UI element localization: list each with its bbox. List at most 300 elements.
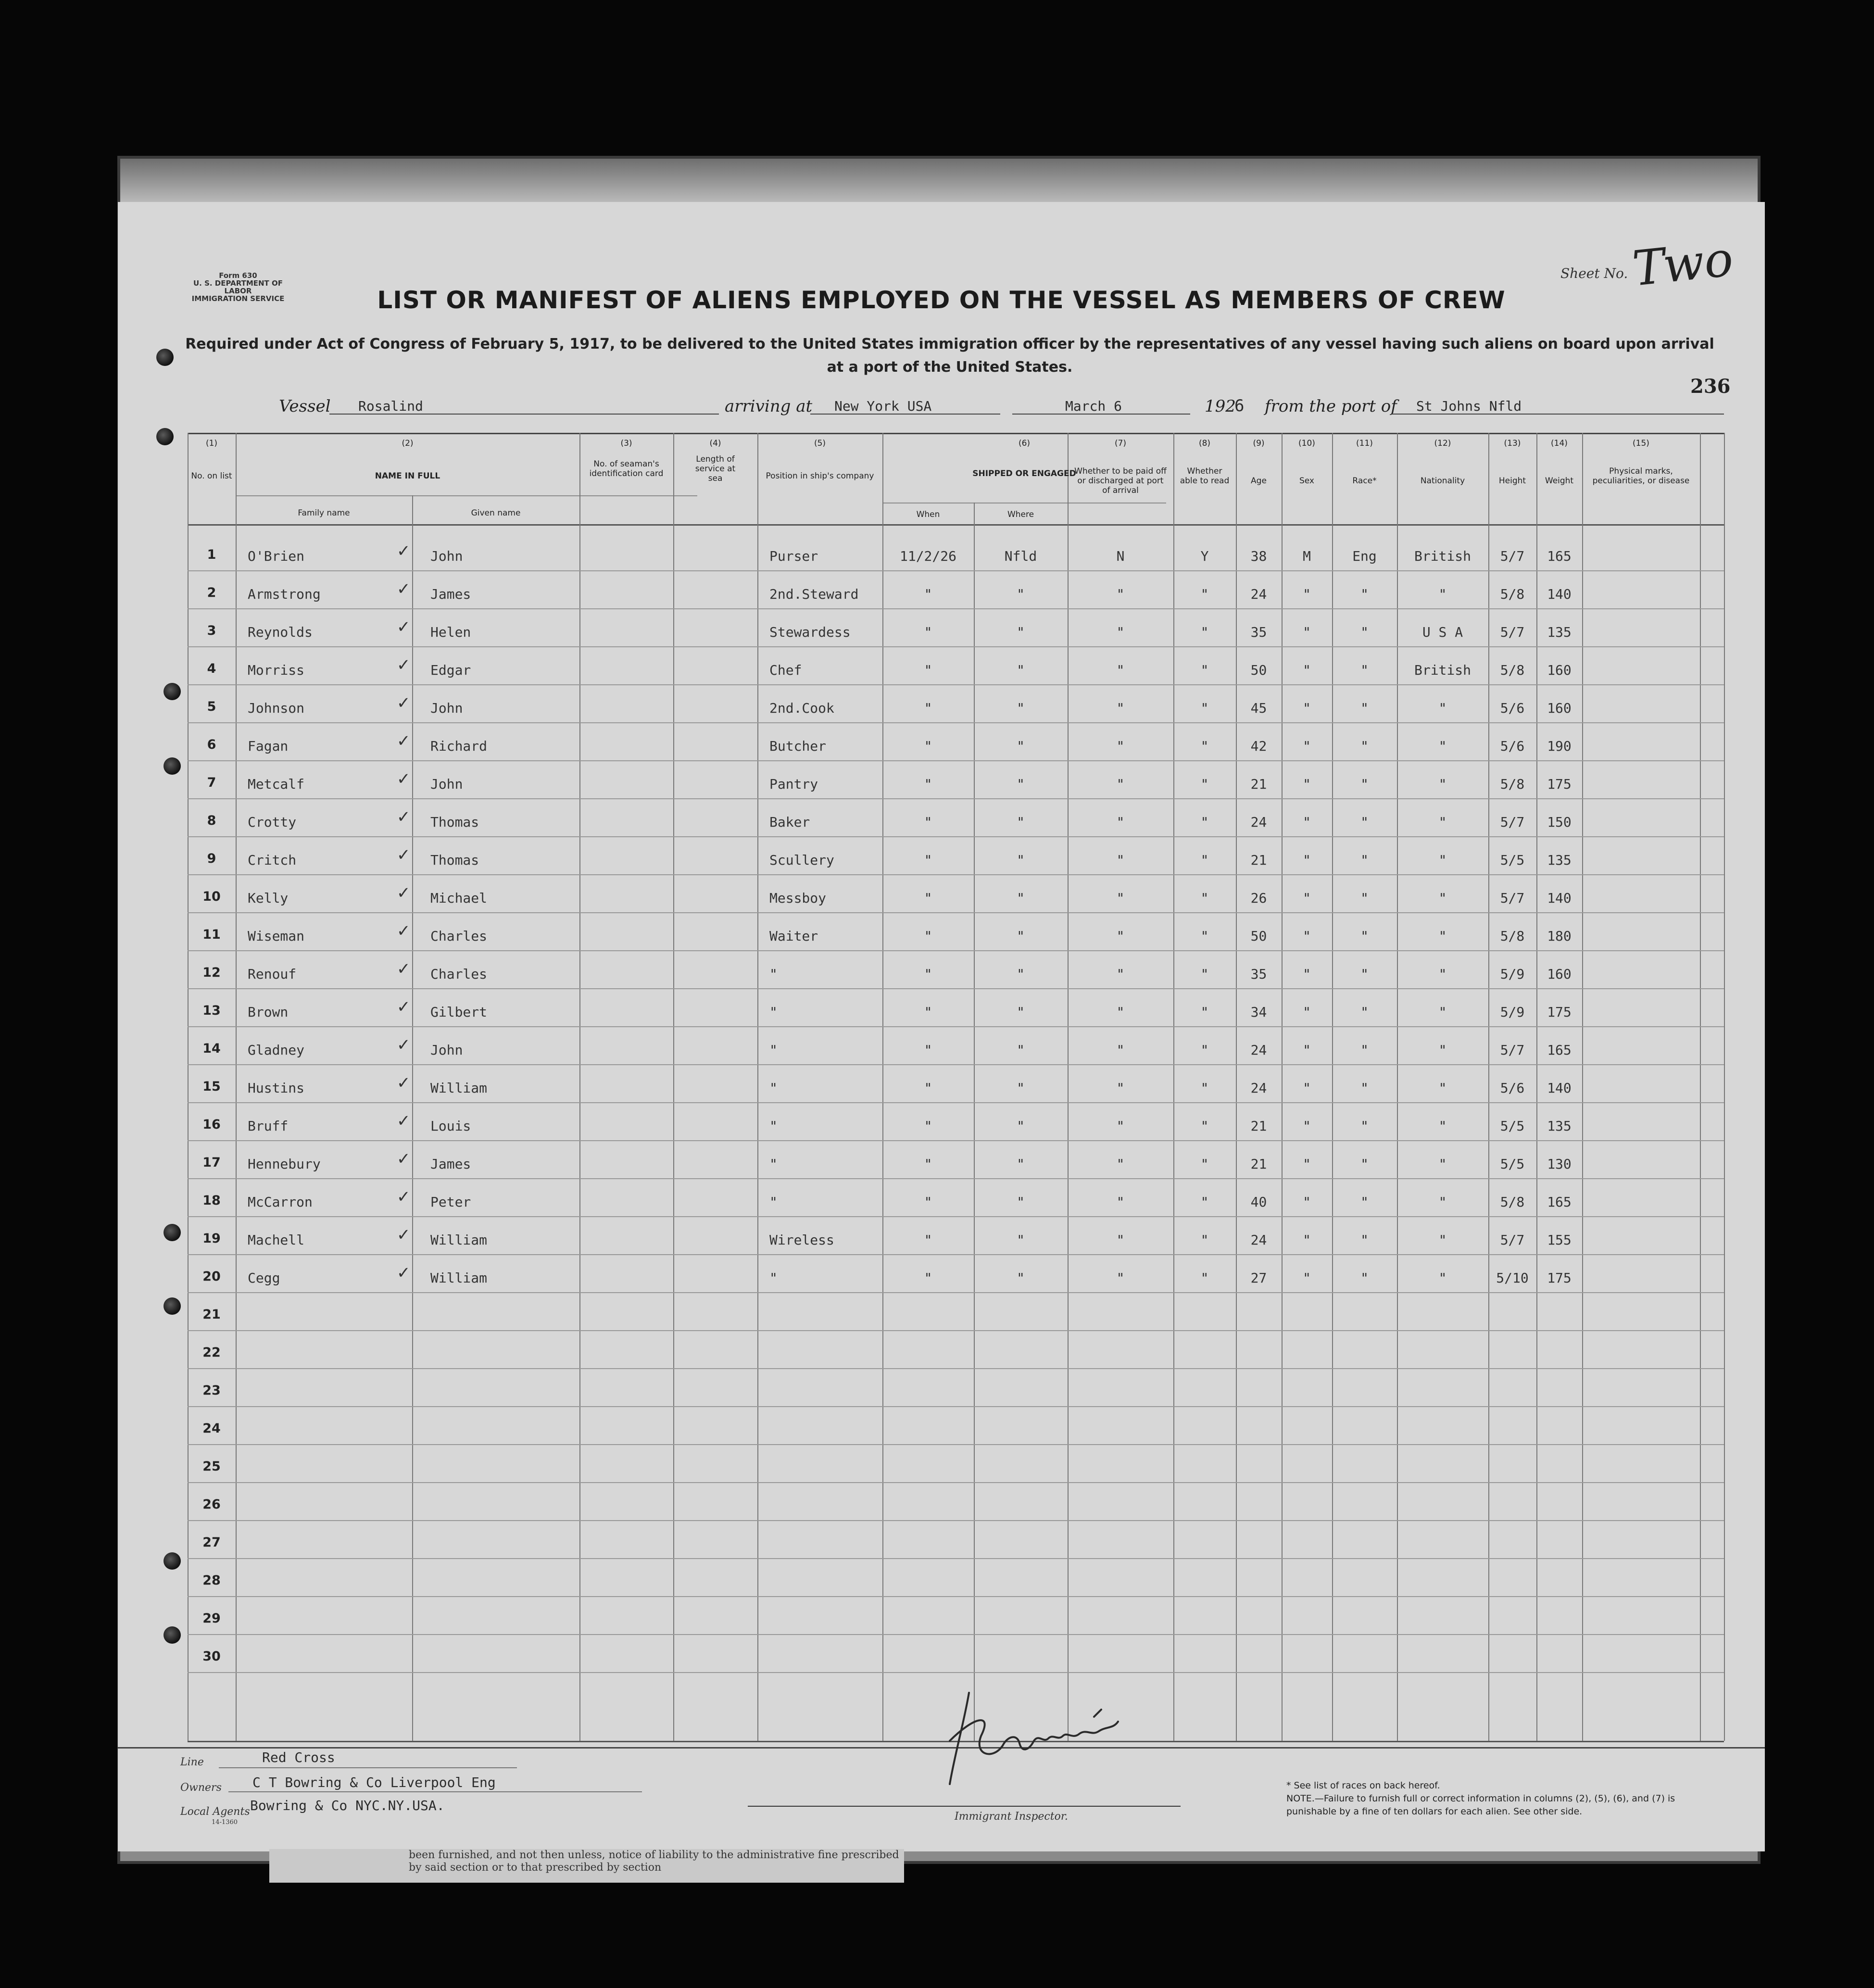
cell-paid: " [1116, 1004, 1125, 1020]
cell-height: 5/8 [1500, 662, 1525, 678]
cell-position: " [769, 1004, 778, 1020]
cell-when: " [924, 966, 932, 982]
cell-position: Scullery [769, 852, 834, 868]
cell-age: 21 [1250, 1118, 1267, 1134]
cell-when: " [924, 1080, 932, 1096]
row-number: 6 [207, 737, 216, 752]
col-4-number: (4) [709, 439, 721, 448]
cell-paid: " [1116, 1270, 1125, 1286]
cell-race: " [1360, 700, 1369, 716]
checkmark-icon: ✓ [397, 883, 411, 903]
cell-sex: " [1303, 700, 1311, 716]
cell-when: " [924, 1270, 932, 1286]
cell-weight: 165 [1547, 1194, 1572, 1210]
col-13-header: Height [1498, 476, 1526, 486]
row-number: 24 [202, 1421, 221, 1436]
row-number: 9 [207, 851, 216, 866]
cell-sex: " [1303, 1080, 1311, 1096]
manifest-table [118, 433, 1765, 1741]
col-rule [1724, 433, 1725, 1741]
row-rule [188, 950, 1724, 951]
cell-sex: " [1303, 1042, 1311, 1058]
col-7-number: (7) [1114, 439, 1127, 448]
col-rule [974, 503, 975, 1741]
agents-form-number: 14-1360 [212, 1819, 238, 1826]
row-rule [188, 1330, 1724, 1331]
row-number: 13 [202, 1003, 221, 1018]
col-rule [673, 433, 674, 1741]
row-number: 8 [207, 813, 216, 828]
cell-sex: " [1303, 966, 1311, 982]
col-rule [1173, 433, 1174, 1741]
cell-where: " [1017, 738, 1025, 754]
cell-where: " [1017, 928, 1025, 944]
cell-nationality: " [1438, 1194, 1447, 1210]
cell-height: 5/6 [1500, 700, 1525, 716]
cell-read: " [1200, 1042, 1209, 1058]
cell-sex: " [1303, 1004, 1311, 1020]
col-6b-header: Where [1007, 510, 1034, 519]
cell-family: Cegg [248, 1270, 280, 1286]
cell-height: 5/5 [1500, 1156, 1525, 1172]
cell-position: " [769, 1118, 778, 1134]
cell-sex: " [1303, 624, 1311, 640]
cell-where: " [1017, 700, 1025, 716]
col-rule [236, 433, 237, 1741]
cell-paid: " [1116, 700, 1125, 716]
cell-family: Fagan [248, 738, 289, 754]
checkmark-icon: ✓ [397, 1073, 411, 1093]
cell-read: " [1200, 700, 1209, 716]
cell-age: 50 [1250, 928, 1267, 944]
cell-race: " [1360, 890, 1369, 906]
col-6-header: SHIPPED OR ENGAGED [972, 469, 1076, 478]
checkmark-icon: ✓ [397, 1225, 411, 1245]
page-title: LIST OR MANIFEST OF ALIENS EMPLOYED ON THE VESSEL AS MEMBERS OF CREW [377, 286, 1506, 314]
cell-nationality: " [1438, 1118, 1447, 1134]
cell-weight: 175 [1547, 1270, 1572, 1286]
row-number: 7 [207, 775, 216, 790]
col-rule [757, 433, 758, 1741]
cell-read: " [1200, 1156, 1209, 1172]
row-rule [188, 1444, 1724, 1445]
row-number: 16 [202, 1117, 221, 1132]
cell-given: Gilbert [430, 1004, 488, 1020]
row-rule [188, 1596, 1724, 1597]
cell-race: " [1360, 738, 1369, 754]
service-name: IMMIGRATION SERVICE [191, 294, 285, 303]
cell-position: Waiter [769, 928, 818, 944]
row-rule [188, 1292, 1724, 1293]
checkmark-icon: ✓ [397, 997, 411, 1017]
cell-sex: " [1303, 776, 1311, 792]
cell-race: " [1360, 1194, 1369, 1210]
cell-age: 27 [1250, 1270, 1267, 1286]
row-rule [188, 1216, 1724, 1217]
cell-weight: 155 [1547, 1232, 1572, 1248]
checkmark-icon: ✓ [397, 959, 411, 979]
inspector-signature [935, 1683, 1152, 1794]
row-rule [188, 874, 1724, 875]
cell-where: " [1017, 890, 1025, 906]
cell-where: " [1017, 814, 1025, 830]
cell-family: Renouf [248, 966, 297, 982]
cell-family: O'Brien [248, 548, 305, 564]
row-number: 30 [202, 1649, 221, 1664]
cell-read: Y [1200, 548, 1209, 564]
col-15-header: Physical marks, peculiarities, or disease [1592, 466, 1690, 486]
cell-weight: 135 [1547, 852, 1572, 868]
cell-given: Richard [430, 738, 488, 754]
row-rule [188, 760, 1724, 761]
cell-paid: " [1116, 852, 1125, 868]
cell-sex: " [1303, 890, 1311, 906]
cell-when: " [924, 1232, 932, 1248]
cell-race: " [1360, 1270, 1369, 1286]
cell-position: Wireless [769, 1232, 834, 1248]
cell-read: " [1200, 1194, 1209, 1210]
cell-weight: 135 [1547, 1118, 1572, 1134]
row-rule [188, 646, 1724, 647]
cell-height: 5/8 [1500, 928, 1525, 944]
cell-paid: " [1116, 662, 1125, 678]
col-9-number: (9) [1253, 439, 1265, 448]
cell-paid: " [1116, 890, 1125, 906]
cell-height: 5/5 [1500, 1118, 1525, 1134]
row-rule [188, 1672, 1724, 1673]
cell-family: McCarron [248, 1194, 313, 1210]
owners-label: Owners [180, 1782, 222, 1794]
cell-race: " [1360, 1232, 1369, 1248]
cell-when: " [924, 1156, 932, 1172]
cell-given: Louis [430, 1118, 471, 1134]
row-number: 18 [202, 1193, 221, 1208]
cell-sex: " [1303, 1118, 1311, 1134]
cell-race: " [1360, 776, 1369, 792]
cell-age: 24 [1250, 814, 1267, 830]
col-15-number: (15) [1633, 439, 1649, 448]
cell-position: " [769, 1194, 778, 1210]
col-rule [1582, 433, 1583, 1741]
cell-paid: " [1116, 966, 1125, 982]
row-rule [188, 1368, 1724, 1369]
cell-age: 38 [1250, 548, 1267, 564]
cell-height: 5/9 [1500, 1004, 1525, 1020]
col-14-header: Weight [1545, 476, 1574, 486]
cell-read: " [1200, 624, 1209, 640]
col-1-header: No. on list [191, 471, 232, 481]
col-rule [1068, 433, 1069, 1741]
row-number: 27 [202, 1535, 221, 1550]
row-rule [188, 798, 1724, 799]
row-rule [188, 570, 1724, 571]
col-14-number: (14) [1551, 439, 1568, 448]
row-rule [188, 1520, 1724, 1521]
checkmark-icon: ✓ [397, 579, 411, 599]
cell-paid: " [1116, 1118, 1125, 1134]
checkmark-icon: ✓ [397, 845, 411, 865]
row-rule [188, 1482, 1724, 1483]
cell-weight: 190 [1547, 738, 1572, 754]
col-2a-header: Family name [298, 508, 350, 518]
cell-height: 5/8 [1500, 1194, 1525, 1210]
cell-when: " [924, 852, 932, 868]
cell-given: John [430, 776, 463, 792]
cell-sex: " [1303, 1232, 1311, 1248]
col-rule [1332, 433, 1333, 1741]
arrival-date: March 6 [1065, 398, 1122, 414]
row-rule [188, 1634, 1724, 1635]
col-2-header: NAME IN FULL [375, 471, 440, 481]
col-rule [1236, 433, 1237, 1741]
cell-where: Nfld [1004, 548, 1037, 564]
col-7-header: Whether to be paid off or discharged at port of arrival [1074, 466, 1167, 495]
col-9-header: Age [1251, 476, 1267, 486]
fine-note: NOTE.—Failure to furnish full or correct information in columns (2), (5), (6), and (7) is punishable by a fine of ten dollars for each alien. See other side. [1286, 1793, 1675, 1817]
cell-height: 5/6 [1500, 1080, 1525, 1096]
checkmark-icon: ✓ [397, 769, 411, 789]
row-rule [188, 722, 1724, 723]
cell-family: Machell [248, 1232, 305, 1248]
col-10-number: (10) [1298, 439, 1315, 448]
cell-family: Crotty [248, 814, 297, 830]
col-6a-header: When [916, 510, 940, 519]
cell-family: Metcalf [248, 776, 305, 792]
cell-read: " [1200, 1270, 1209, 1286]
cell-read: " [1200, 1080, 1209, 1096]
cell-paid: " [1116, 1042, 1125, 1058]
agents-label: Local Agents [180, 1806, 250, 1818]
col-rule [1488, 433, 1489, 1741]
row-rule [188, 1026, 1724, 1027]
cell-read: " [1200, 738, 1209, 754]
cell-family: Johnson [248, 700, 305, 716]
cell-paid: " [1116, 1194, 1125, 1210]
arriving-label: arriving at [725, 397, 813, 416]
cell-when: " [924, 928, 932, 944]
line-underline [219, 1767, 517, 1768]
cell-position: " [769, 1156, 778, 1172]
cell-family: Gladney [248, 1042, 305, 1058]
cell-given: John [430, 1042, 463, 1058]
checkmark-icon: ✓ [397, 1111, 411, 1131]
cell-when: " [924, 700, 932, 716]
cell-nationality: " [1438, 928, 1447, 944]
row-number: 12 [202, 965, 221, 980]
cell-age: 21 [1250, 1156, 1267, 1172]
col-13-number: (13) [1504, 439, 1521, 448]
cell-when: " [924, 814, 932, 830]
row-rule [188, 1102, 1724, 1103]
inspector-label: Immigrant Inspector. [955, 1811, 1068, 1823]
row-rule [188, 1140, 1724, 1141]
cell-age: 24 [1250, 586, 1267, 602]
row-number: 1 [207, 547, 216, 562]
cell-position: Chef [769, 662, 802, 678]
row-number: 29 [202, 1611, 221, 1626]
table-top-rule [188, 433, 1724, 434]
cell-where: " [1017, 852, 1025, 868]
cell-family: Hustins [248, 1080, 305, 1096]
cell-race: " [1360, 662, 1369, 678]
department-name: U. S. DEPARTMENT OF LABOR [193, 279, 283, 295]
col-2-number: (2) [402, 439, 414, 448]
cell-given: William [430, 1080, 488, 1096]
cell-read: " [1200, 1232, 1209, 1248]
page-number: 236 [1690, 375, 1731, 398]
row-number: 10 [202, 889, 221, 904]
row-number: 26 [202, 1497, 221, 1512]
cell-where: " [1017, 966, 1025, 982]
cell-nationality: " [1438, 586, 1447, 602]
col-rule [1536, 433, 1537, 1741]
cell-height: 5/5 [1500, 852, 1525, 868]
cell-height: 5/8 [1500, 776, 1525, 792]
cell-weight: 140 [1547, 586, 1572, 602]
col-rule [579, 433, 580, 1741]
cell-weight: 135 [1547, 624, 1572, 640]
col-rule [1700, 433, 1701, 1741]
col-5-number: (5) [814, 439, 826, 448]
cell-race: " [1360, 1042, 1369, 1058]
row-number: 15 [202, 1079, 221, 1094]
cell-where: " [1017, 624, 1025, 640]
cell-given: Helen [430, 624, 471, 640]
cell-nationality: " [1438, 1270, 1447, 1286]
col-8-header: Whether able to read [1180, 466, 1230, 486]
cell-family: Hennebury [248, 1156, 321, 1172]
row-number: 4 [207, 661, 216, 676]
cell-paid: " [1116, 624, 1125, 640]
cell-paid: " [1116, 1080, 1125, 1096]
cell-nationality: U S A [1422, 624, 1463, 640]
cell-given: John [430, 700, 463, 716]
row-number: 3 [207, 623, 216, 638]
cell-where: " [1017, 1080, 1025, 1096]
cell-weight: 180 [1547, 928, 1572, 944]
cell-sex: " [1303, 586, 1311, 602]
cell-height: 5/6 [1500, 738, 1525, 754]
cell-race: " [1360, 1156, 1369, 1172]
underlying-sheet-text: been furnished, and not then unless, notice of liability to the administrative fine prescribed by said section or to that prescribed by section [269, 1849, 904, 1883]
cell-position: 2nd.Cook [769, 700, 834, 716]
cell-paid: " [1116, 1232, 1125, 1248]
cell-given: Michael [430, 890, 488, 906]
cell-given: James [430, 1156, 471, 1172]
cell-race: Eng [1352, 548, 1377, 564]
cell-nationality: " [1438, 1042, 1447, 1058]
races-note: * See list of races on back hereof. [1286, 1780, 1440, 1791]
cell-when: " [924, 1004, 932, 1020]
checkmark-icon: ✓ [397, 1149, 411, 1169]
row-rule [188, 1406, 1724, 1407]
col-1-number: (1) [205, 439, 218, 448]
cell-given: Thomas [430, 852, 479, 868]
cell-nationality: " [1438, 890, 1447, 906]
cell-given: Thomas [430, 814, 479, 830]
cell-age: 34 [1250, 1004, 1267, 1020]
cell-paid: " [1116, 1156, 1125, 1172]
cell-where: " [1017, 1232, 1025, 1248]
cell-read: " [1200, 928, 1209, 944]
row-rule [188, 912, 1724, 913]
cell-race: " [1360, 928, 1369, 944]
checkmark-icon: ✓ [397, 921, 411, 941]
cell-where: " [1017, 1042, 1025, 1058]
cell-read: " [1200, 1004, 1209, 1020]
inspector-line [748, 1806, 1181, 1807]
cell-race: " [1360, 1118, 1369, 1134]
col-3-header: No. of seaman's identification card [589, 459, 664, 478]
row-rule [188, 988, 1724, 989]
cell-paid: " [1116, 586, 1125, 602]
vessel-name: Rosalind [358, 398, 423, 414]
cell-where: " [1017, 662, 1025, 678]
cell-given: John [430, 548, 463, 564]
cell-weight: 160 [1547, 662, 1572, 678]
back-sheet-edge [120, 159, 1758, 202]
checkmark-icon: ✓ [397, 693, 411, 713]
cell-when: " [924, 1118, 932, 1134]
cell-nationality: " [1438, 1004, 1447, 1020]
cell-weight: 175 [1547, 1004, 1572, 1020]
row-number: 11 [202, 927, 221, 942]
cell-nationality: " [1438, 1080, 1447, 1096]
cell-nationality: " [1438, 966, 1447, 982]
cell-given: James [430, 586, 471, 602]
from-port-label: from the port of [1265, 397, 1397, 416]
cell-nationality: " [1438, 814, 1447, 830]
col-rule [412, 495, 413, 1741]
cell-when: " [924, 662, 932, 678]
col-rule [1397, 433, 1398, 1741]
col-rule [882, 433, 883, 1741]
form-number: Form 630 [219, 271, 257, 280]
sheet-number-value: Two [1630, 230, 1736, 297]
cell-where: " [1017, 586, 1025, 602]
cell-height: 5/10 [1496, 1270, 1529, 1286]
cell-height: 5/7 [1500, 814, 1525, 830]
year-prefix: 192 [1205, 397, 1236, 416]
cell-nationality: British [1414, 548, 1471, 564]
cell-sex: " [1303, 1156, 1311, 1172]
cell-sex: " [1303, 852, 1311, 868]
col-4-header: Length of service at sea [695, 454, 736, 483]
checkmark-icon: ✓ [397, 1187, 411, 1207]
cell-given: William [430, 1232, 488, 1248]
cell-age: 35 [1250, 966, 1267, 982]
row-rule [188, 1254, 1724, 1255]
row-rule [188, 1064, 1724, 1065]
agents-value: Bowring & Co NYC.NY.USA. [250, 1798, 445, 1813]
owners-underline [228, 1791, 642, 1792]
cell-position: 2nd.Steward [769, 586, 859, 602]
cell-family: Kelly [248, 890, 289, 906]
cell-paid: " [1116, 738, 1125, 754]
cell-age: 24 [1250, 1042, 1267, 1058]
cell-weight: 160 [1547, 700, 1572, 716]
cell-when: " [924, 586, 932, 602]
row-number: 20 [202, 1269, 221, 1284]
owners-value: C T Bowring & Co Liverpool Eng [252, 1774, 496, 1790]
cell-sex: " [1303, 1270, 1311, 1286]
cell-family: Reynolds [248, 624, 313, 640]
cell-height: 5/7 [1500, 624, 1525, 640]
line-value: Red Cross [262, 1749, 335, 1765]
cell-nationality: " [1438, 700, 1447, 716]
cell-given: Charles [430, 928, 488, 944]
cell-weight: 140 [1547, 1080, 1572, 1096]
